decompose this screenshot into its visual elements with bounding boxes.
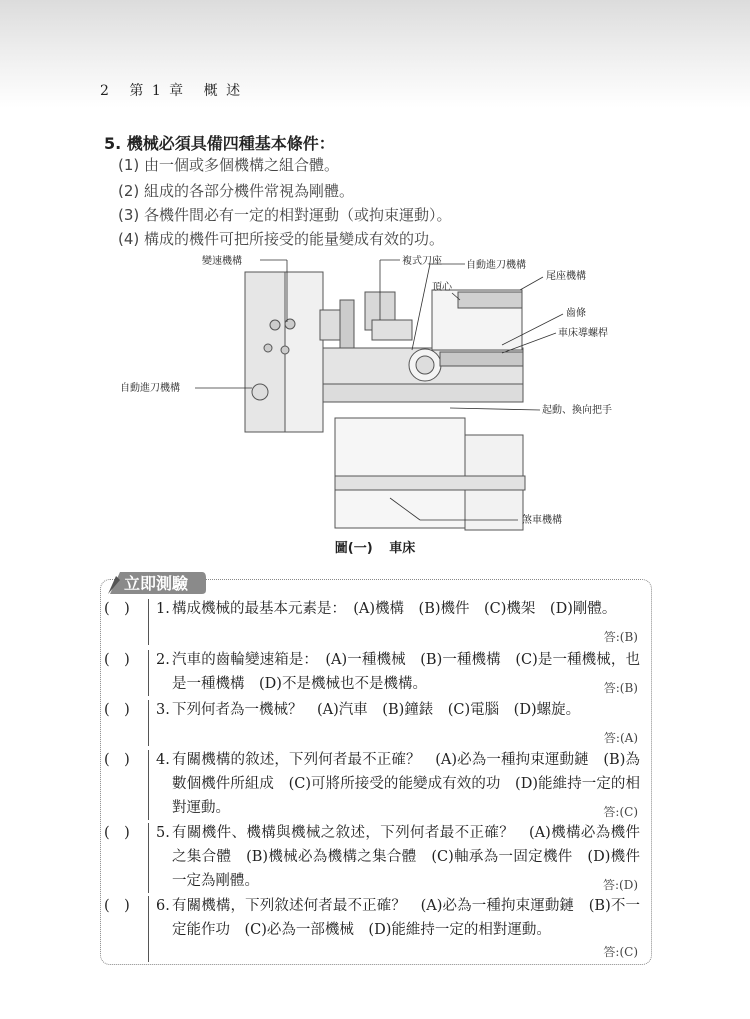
answer-blank[interactable]: ( ) [104,702,130,718]
divider [148,650,149,696]
answer-blank[interactable]: ( ) [104,601,130,617]
quiz-question [104,748,644,820]
answer-blank[interactable]: ( ) [104,825,130,841]
question-text: 有關機件、機構與機械之敘述，下列何者最不正確？ (A)機構必為機件之集合體 (B)機械必為機構之集合體 (C)軸承為一固定機件 (D)機件一定為剛體。 [172,825,640,889]
question-text: 汽車的齒輪變速箱是： (A)一種機械 (B)一種機構 (C)是一種機械，也是一種機構 (D)不是機械也不是機構。 [172,652,640,692]
answer-key: 答:(C) [603,805,638,819]
question-number: 3. [156,702,170,718]
quiz-question [104,597,644,645]
quiz-title: 立即測驗 [124,574,189,593]
label-tailstock: 尾座機構 [546,271,586,282]
divider [148,823,149,893]
question-text: 有關機構，下列敘述何者最不正確？ (A)必為一種拘束運動鏈 (B)不一定能作功 (C)必為一部機械 (D)能維持一定的相對運動。 [172,898,640,938]
lathe-drawing [110,250,650,535]
question-number: 5. [156,825,170,841]
quiz-question [104,648,644,696]
quiz-tag [106,570,206,596]
question-number: 2. [156,652,170,668]
answer-blank[interactable]: ( ) [104,652,130,668]
question-text: 構成機械的最基本元素是： (A)機構 (B)機件 (C)機架 (D)剛體。 [172,601,617,617]
answer-key: 答:(D) [602,878,638,892]
section-title: 5. 機械必須具備四種基本條件： [104,134,335,153]
answer-key: 答:(A) [603,731,638,745]
divider [148,700,149,746]
label-start-lever: 起動、換向把手 [542,405,612,416]
caption-text: 車床 [389,541,416,556]
answer-key: 答:(B) [603,681,638,695]
answer-blank[interactable]: ( ) [104,898,130,914]
label-center: 頂心 [432,282,452,293]
condition-4: (4) 構成的機件可把所接受的能量變成有效的功。 [118,230,445,248]
label-auto-feed-top: 自動進刀機構 [466,260,526,271]
label-auto-feed-left: 自動進刀機構 [120,383,180,394]
question-number: 4. [156,752,170,768]
chapter-title: 概 述 [203,83,243,99]
chapter-label: 第 1 章 [129,83,186,99]
question-text: 有關機構的敘述，下列何者最不正確？ (A)必為一種拘束運動鏈 (B)為數個機件所組成 (C)可將所接受的能變成有效的功 (D)能維持一定的相對運動。 [172,752,640,816]
quiz-question [104,894,644,964]
question-number: 6. [156,898,170,914]
quiz-question [104,698,644,746]
question-text: 下列何者為一機械？ (A)汽車 (B)鐘錶 (C)電腦 (D)螺旋。 [172,702,581,718]
condition-2: (2) 組成的各部分機件常視為剛體。 [118,182,355,200]
answer-key: 答:(C) [603,945,638,959]
label-compound-rest: 複式刀座 [402,256,442,267]
running-header [100,80,254,100]
answer-blank[interactable]: ( ) [104,752,130,768]
divider [148,599,149,645]
label-gear-rack: 齒條 [566,308,586,319]
quiz-question [104,821,644,893]
label-brake: 煞車機構 [522,515,562,526]
divider [148,750,149,820]
figure-caption [0,537,750,556]
label-lead-screw: 車床導螺桿 [558,328,608,339]
answer-key: 答:(B) [603,630,638,644]
page-number: 2 [100,83,111,99]
lathe-figure [110,250,650,535]
condition-3: (3) 各機件間必有一定的相對運動（或拘束運動）。 [118,206,452,224]
label-speed-change: 變速機構 [202,256,242,267]
caption-number: 圖(一) [334,541,373,556]
question-number: 1. [156,601,170,617]
condition-1: (1) 由一個或多個機構之組合體。 [118,156,340,174]
divider [148,896,149,962]
